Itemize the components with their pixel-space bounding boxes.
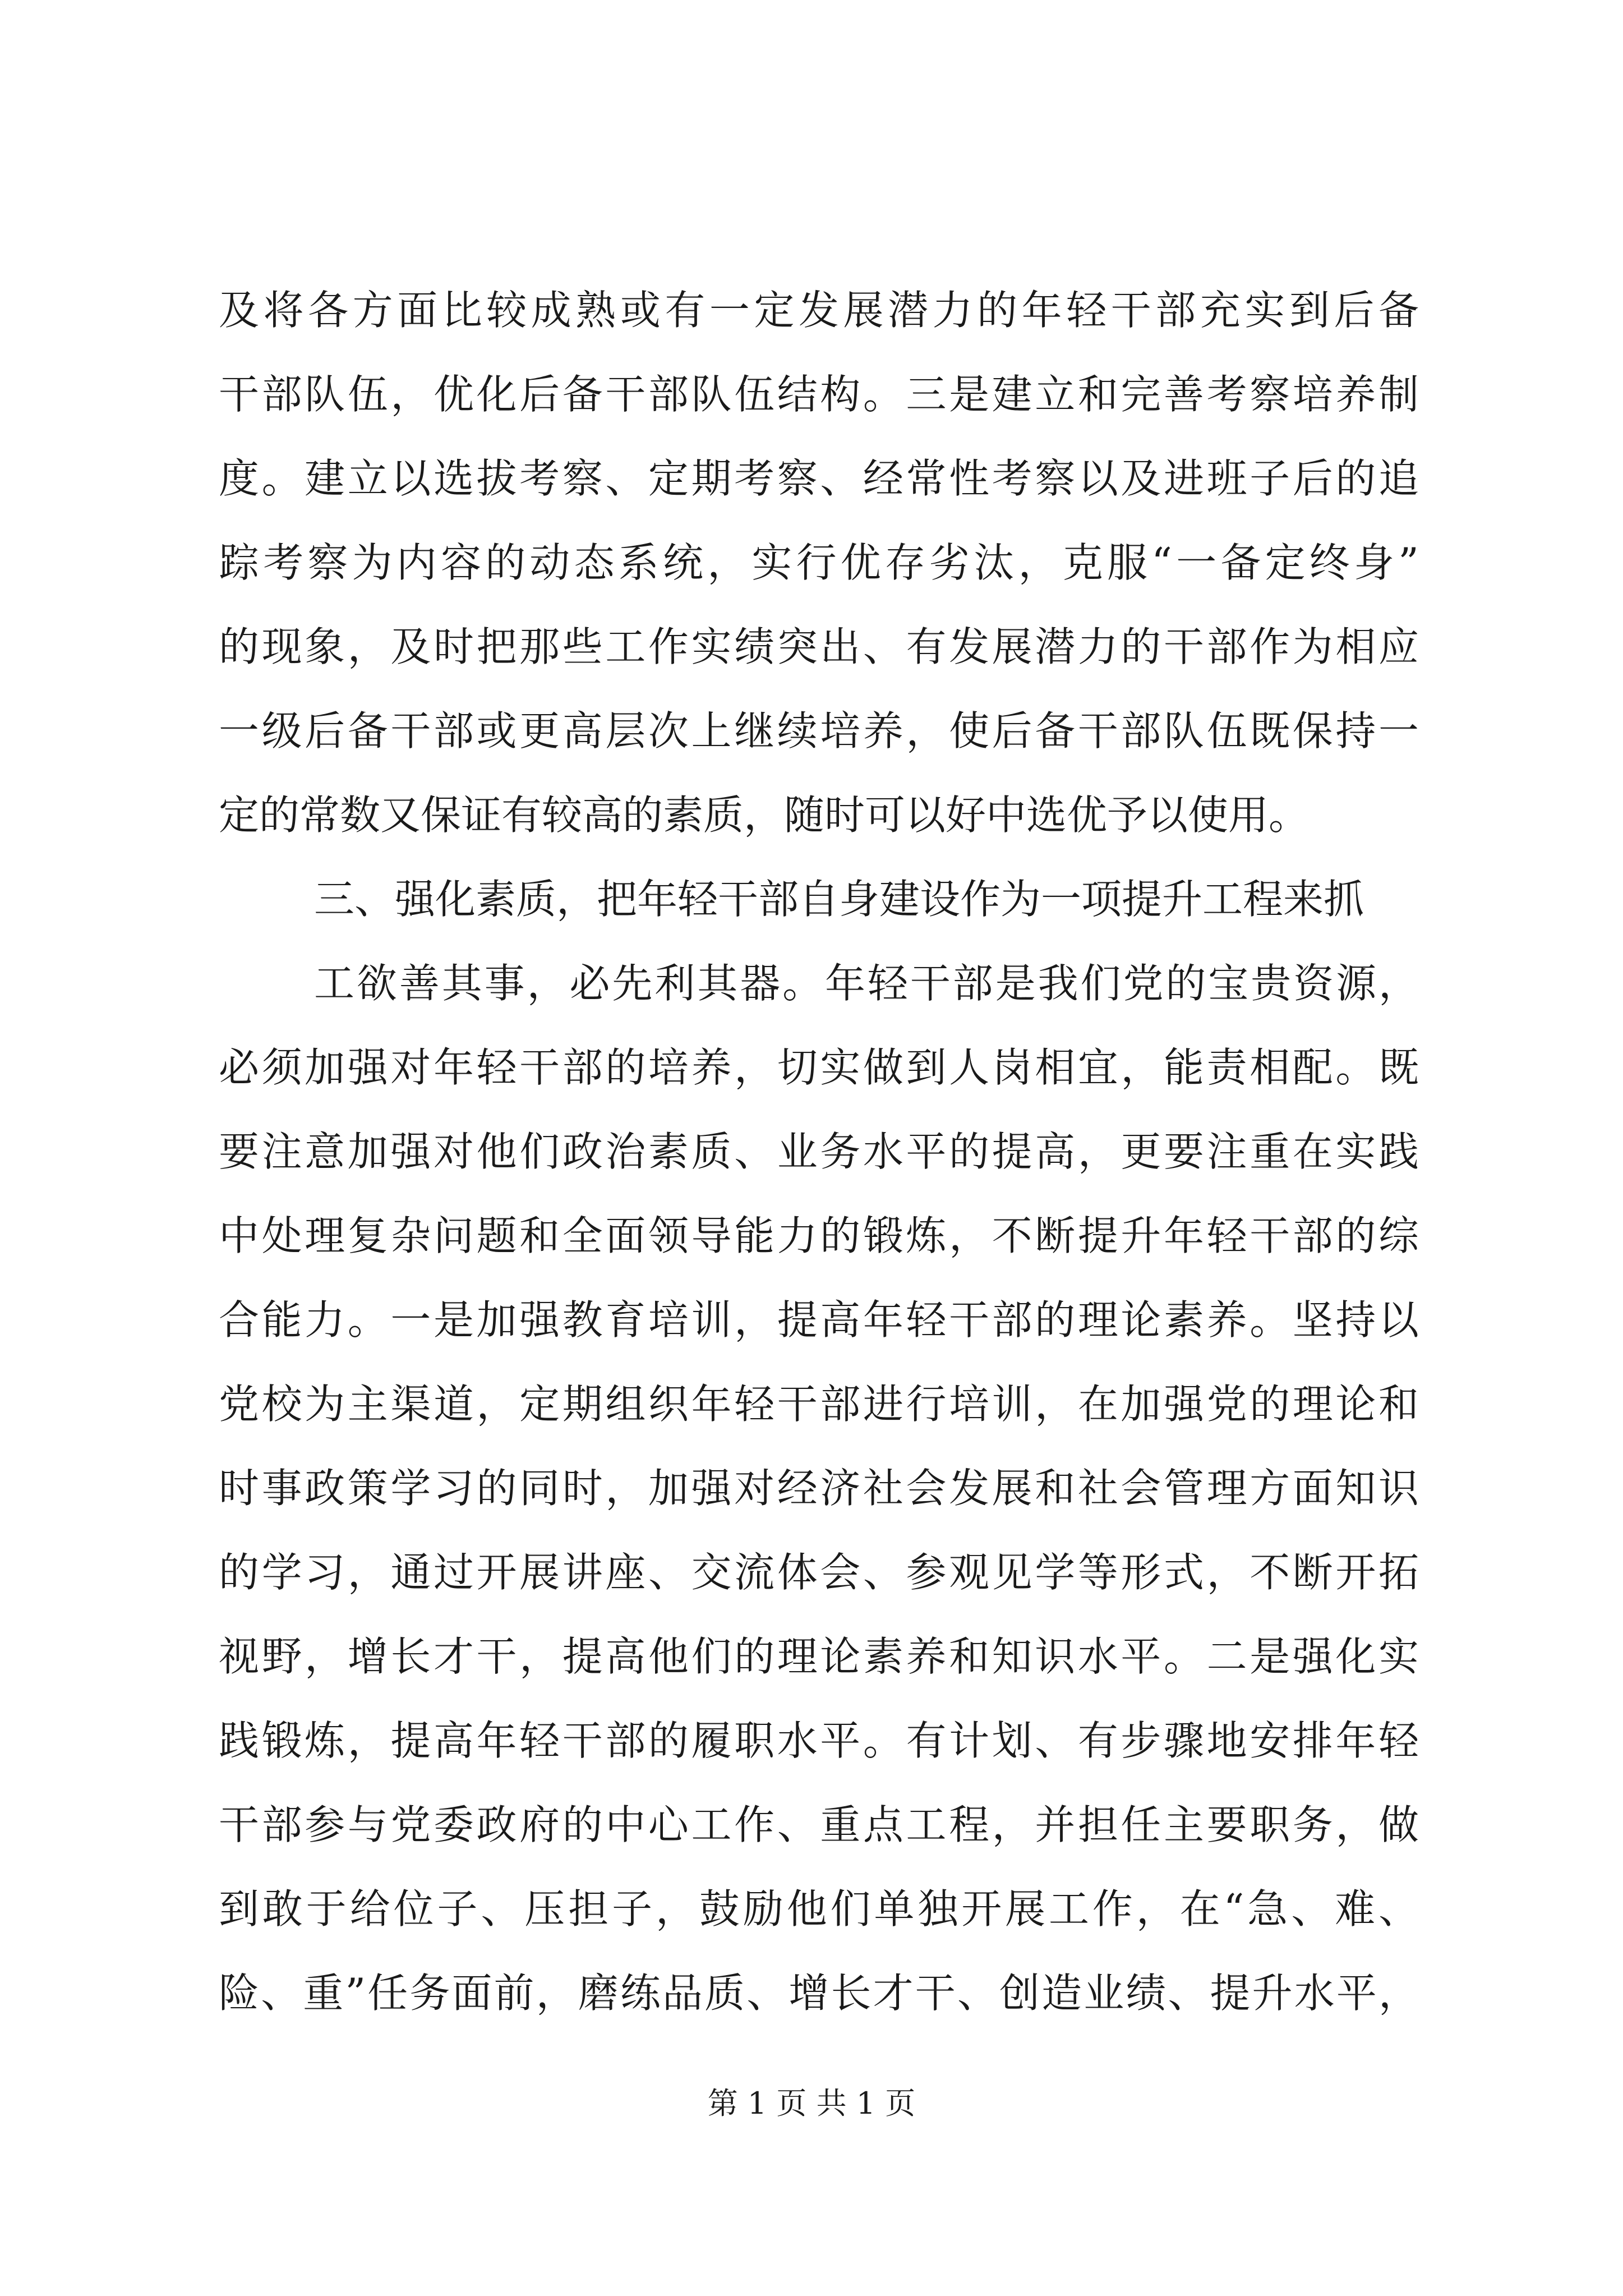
page-number-label: 第 1 页 共 1 页 xyxy=(707,2086,916,2121)
text-line: 及将各方面比较成熟或有一定发展潜力的年轻干部充实到后备 xyxy=(219,287,1419,334)
text-line: 视野，增长才干，提高他们的理论素养和知识水平。二是强化实 xyxy=(219,1633,1419,1680)
section-heading: 三、强化素质，把年轻干部自身建设作为一项提升工程来抓 xyxy=(314,876,1364,923)
text-line: 干部队伍，优化后备干部队伍结构。三是建立和完善考察培养制 xyxy=(219,371,1419,418)
text-line: 党校为主渠道，定期组织年轻干部进行培训，在加强党的理论和 xyxy=(219,1381,1419,1428)
text-line: 踪考察为内容的动态系统，实行优存劣汰，克服“一备定终身” xyxy=(219,539,1419,586)
text-line: 险、重”任务面前，磨练品质、增长才干、创造业绩、提升水平， xyxy=(219,1970,1419,2017)
text-line: 时事政策学习的同时，加强对经济社会发展和社会管理方面知识 xyxy=(219,1465,1419,1512)
text-line: 一级后备干部或更高层次上继续培养，使后备干部队伍既保持一 xyxy=(219,707,1419,754)
body-text xyxy=(219,268,1419,2035)
text-line: 干部参与党委政府的中心工作、重点工程，并担任主要职务，做 xyxy=(219,1801,1419,1848)
text-line: 要注意加强对他们政治素质、业务水平的提高，更要注重在实践 xyxy=(219,1128,1419,1175)
text-line: 合能力。一是加强教育培训，提高年轻干部的理论素养。坚持以 xyxy=(219,1296,1419,1343)
text-line: 到敢于给位子、压担子，鼓励他们单独开展工作，在“急、难、 xyxy=(219,1885,1419,1932)
text-line: 的学习，通过开展讲座、交流体会、参观见学等形式，不断开拓 xyxy=(219,1549,1419,1596)
text-line: 必须加强对年轻干部的培养，切实做到人岗相宜，能责相配。既 xyxy=(219,1044,1419,1091)
text-line: 中处理复杂问题和全面领导能力的锻炼，不断提升年轻干部的综 xyxy=(219,1212,1419,1259)
text-line: 工欲善其事，必先利其器。年轻干部是我们党的宝贵资源， xyxy=(314,960,1419,1007)
text-line: 的现象，及时把那些工作实绩突出、有发展潜力的干部作为相应 xyxy=(219,623,1419,670)
text-line: 度。建立以选拔考察、定期考察、经常性考察以及进班子后的追 xyxy=(219,455,1419,502)
text-line: 定的常数又保证有较高的素质，随时可以好中选优予以使用。 xyxy=(219,792,1310,839)
page-footer xyxy=(0,2084,1623,2123)
text-line: 践锻炼，提高年轻干部的履职水平。有计划、有步骤地安排年轻 xyxy=(219,1717,1419,1764)
